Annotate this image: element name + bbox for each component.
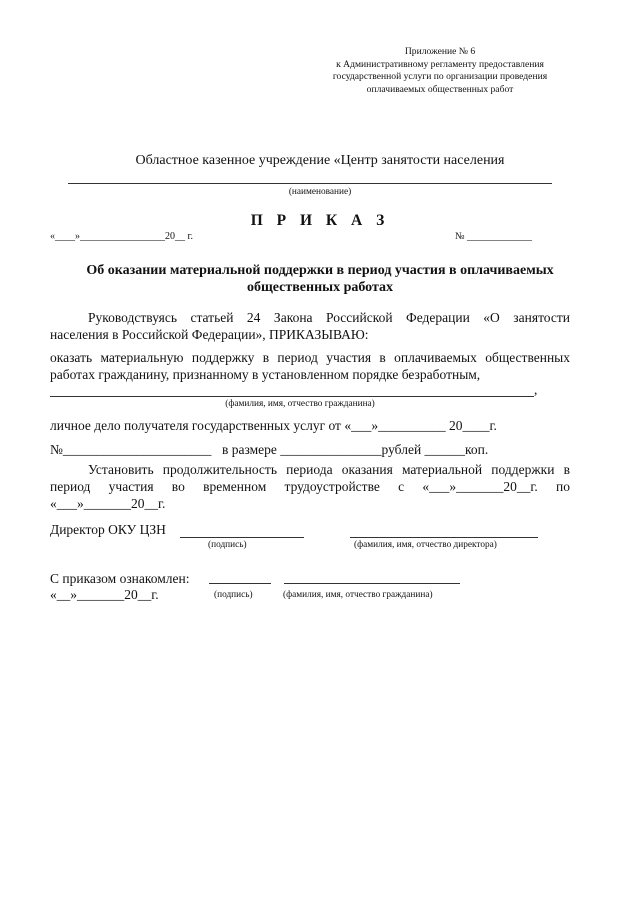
order-heading: Об оказании материальной поддержки в период участия в оплачиваемых общественных работах <box>86 263 554 295</box>
support-amount: в размере _______________рублей ______коп. <box>222 442 489 457</box>
appendix-line-4: оплачиваемых общественных работ <box>366 83 514 95</box>
acknowledge-name-caption: (фамилия, имя, отчество гражданина) <box>283 590 433 600</box>
organization-name: Областное казенное учреждение «Центр занятости населения <box>135 153 505 168</box>
para3-line3: «___»_______20__г. <box>50 496 166 511</box>
director-name-caption: (фамилия, имя, отчество директора) <box>354 540 497 550</box>
appendix-header <box>300 46 580 96</box>
para3-line1: Установить продолжительность периода оказания материальной поддержки в <box>88 462 570 477</box>
para2-line2: работах гражданину, признанному в установленном порядке безработным, <box>50 367 481 382</box>
acknowledge-date: «__»_______20__г. <box>50 587 159 602</box>
organization-underline <box>68 183 552 184</box>
para3-line2: период участия во временном трудоустройстве с «___»_______20__г. по <box>50 479 570 494</box>
appendix-line-2: к Административному регламенту предоставления <box>336 58 544 70</box>
director-signature-caption: (подпись) <box>208 540 247 550</box>
acknowledge-name-line <box>284 583 460 584</box>
acknowledge-label: С приказом ознакомлен: <box>50 571 190 586</box>
para1-line1: Руководствуясь статьей 24 Закона Российской Федерации «О занятости <box>88 310 570 325</box>
organization-caption: (наименование) <box>288 187 352 197</box>
para1-line2: населения в Российской Федерации», ПРИКАЗЫВАЮ: <box>50 327 369 342</box>
director-signature-line <box>180 537 304 538</box>
order-date: «____»_________________20__ г. <box>50 231 193 242</box>
appendix-line-3: государственной услуги по организации проведения <box>332 71 548 82</box>
order-number: № _____________ <box>455 231 533 242</box>
director-name-line <box>350 537 538 538</box>
case-file-line: личное дело получателя государственных услуг от «___»__________ 20____г. <box>50 418 497 433</box>
director-label: Директор ОКУ ЦЗН <box>50 522 166 537</box>
appendix-number: Приложение № 6 <box>404 46 476 57</box>
para2-line1: оказать материальную поддержку в период участия в оплачиваемых общественных <box>50 350 570 365</box>
citizen-name-line <box>50 396 534 397</box>
acknowledge-signature-line <box>209 583 271 584</box>
citizen-name-caption: (фамилия, имя, отчество гражданина) <box>225 399 375 409</box>
case-number: №______________________ <box>50 442 212 457</box>
acknowledge-signature-caption: (подпись) <box>214 590 253 600</box>
order-title: П Р И К А З <box>250 212 390 229</box>
para2-comma: , <box>534 382 538 397</box>
